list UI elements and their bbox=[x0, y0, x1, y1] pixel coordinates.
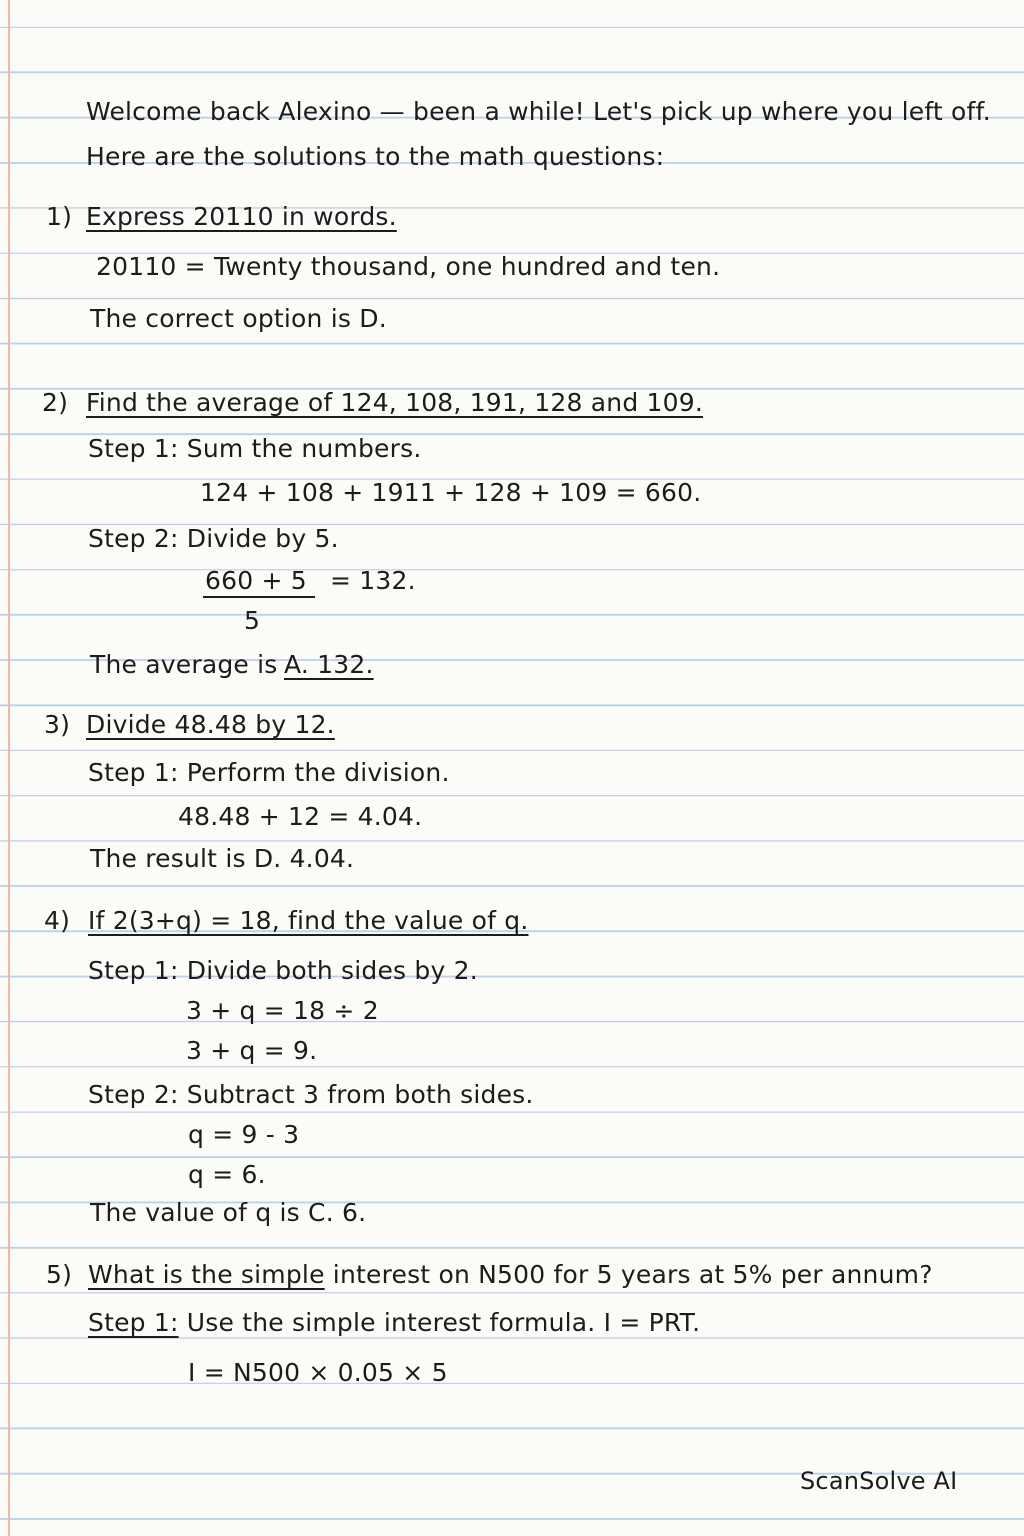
q5-question bbox=[88, 1260, 933, 1290]
q5-equation-1: I = N500 × 0.05 × 5 bbox=[188, 1358, 448, 1387]
signature: ScanSolve AI bbox=[800, 1467, 958, 1495]
q4-step2: Step 2: Subtract 3 from both sides. bbox=[88, 1080, 534, 1109]
q1-question: Express 20110 in words. bbox=[86, 202, 397, 231]
q3-conclusion: The result is D. 4.04. bbox=[90, 844, 355, 873]
q1-number: 1) bbox=[46, 202, 73, 231]
q5-step1-text: Use the simple interest formula. I = PRT. bbox=[178, 1308, 701, 1337]
q3-step1: Step 1: Perform the division. bbox=[88, 758, 450, 787]
margin-line bbox=[8, 0, 10, 1536]
q4-step1: Step 1: Divide both sides by 2. bbox=[88, 956, 478, 985]
q4-equation-3: q = 9 - 3 bbox=[188, 1120, 300, 1149]
q1-answer: 20110 = Twenty thousand, one hundred and ten. bbox=[96, 252, 721, 281]
intro-line-2: Here are the solutions to the math questions: bbox=[86, 142, 665, 171]
q2-conclusion-prefix: The average is bbox=[90, 650, 278, 679]
q4-question: If 2(3+q) = 18, find the value of q. bbox=[88, 906, 529, 935]
q2-conclusion-value: A. 132. bbox=[284, 650, 374, 679]
q1-conclusion: The correct option is D. bbox=[90, 304, 387, 333]
q4-equation-1: 3 + q = 18 ÷ 2 bbox=[186, 996, 379, 1025]
q5-step1 bbox=[88, 1308, 700, 1338]
q2-fraction-denominator: 5 bbox=[244, 606, 261, 635]
q3-step1-equation: 48.48 + 12 = 4.04. bbox=[178, 802, 423, 831]
q4-number: 4) bbox=[44, 906, 71, 935]
q2-number: 2) bbox=[42, 388, 69, 417]
q4-equation-4: q = 6. bbox=[188, 1160, 266, 1189]
intro-line-1: Welcome back Alexino — been a while! Let's pick up where you left off. bbox=[86, 97, 991, 126]
q5-question-underlined: What is the simple bbox=[88, 1260, 325, 1289]
q5-number: 5) bbox=[46, 1260, 73, 1289]
q2-question: Find the average of 124, 108, 191, 128 and 109. bbox=[86, 388, 704, 417]
q2-fraction-result: = 132. bbox=[330, 566, 416, 595]
q2-step1-equation: 124 + 108 + 1911 + 128 + 109 = 660. bbox=[200, 478, 702, 507]
q4-equation-2: 3 + q = 9. bbox=[186, 1036, 318, 1065]
q5-question-rest: interest on N500 for 5 years at 5% per annum? bbox=[324, 1260, 933, 1289]
q3-question: Divide 48.48 by 12. bbox=[86, 710, 335, 739]
q5-step1-label: Step 1: bbox=[88, 1308, 179, 1337]
q2-step1: Step 1: Sum the numbers. bbox=[88, 434, 422, 463]
q2-fraction-numerator: 660 + 5 bbox=[205, 566, 307, 595]
q3-number: 3) bbox=[44, 710, 71, 739]
q2-step2: Step 2: Divide by 5. bbox=[88, 524, 339, 553]
q4-conclusion: The value of q is C. 6. bbox=[90, 1198, 367, 1227]
q2-fraction-bar bbox=[203, 596, 315, 598]
